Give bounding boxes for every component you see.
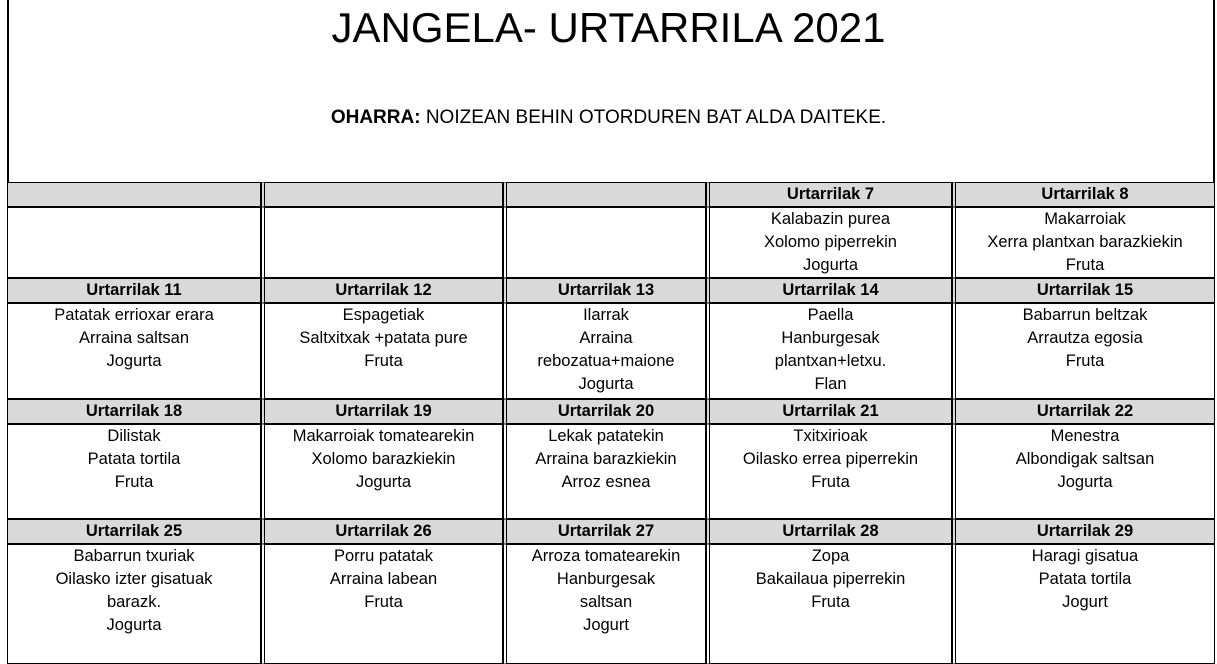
menu-item: rebozatua+maione xyxy=(537,352,675,370)
menu-row xyxy=(7,424,1215,519)
menu-item: Jogurt xyxy=(1062,593,1108,611)
menu-item: Xerra plantxan barazkiekin xyxy=(987,233,1183,251)
menu-item: Babarrun beltzak xyxy=(1022,306,1148,324)
menu-table xyxy=(7,182,1215,664)
menu-item: Espagetiak xyxy=(342,306,425,324)
menu-item: Albondigak saltsan xyxy=(1015,450,1155,468)
menu-item: Paella xyxy=(807,306,854,324)
menu-item: Fruta xyxy=(1065,352,1105,370)
menu-row xyxy=(7,207,1215,278)
day-date: Urtarrilak 22 xyxy=(952,399,1215,424)
day-menu xyxy=(503,544,706,664)
day-date: Urtarrilak 19 xyxy=(261,399,503,424)
day-menu xyxy=(952,424,1215,519)
menu-item: Arraina labean xyxy=(329,570,438,588)
menu-item: Arraina saltsan xyxy=(78,329,190,347)
day-date: Urtarrilak 7 xyxy=(706,182,952,207)
note-label: OHARRA: xyxy=(330,107,421,128)
day-menu xyxy=(261,424,503,519)
menu-item: Makarroiak tomatearekin xyxy=(292,427,475,445)
date-header-row xyxy=(7,519,1215,544)
menu-item: Xolomo piperrekin xyxy=(764,233,897,251)
menu-item: Oilasko errea piperrekin xyxy=(742,450,919,468)
day-menu xyxy=(706,303,952,399)
day-date: Urtarrilak 14 xyxy=(706,278,952,303)
menu-item: Jogurta xyxy=(578,375,634,393)
menu-item: Fruta xyxy=(364,352,403,370)
date-header-row xyxy=(7,182,1215,207)
day-date xyxy=(261,182,503,207)
menu-item: Patata tortila xyxy=(1038,570,1132,588)
day-menu xyxy=(261,207,503,278)
menu-item: Patatak errioxar erara xyxy=(54,306,214,324)
menu-item: Lekak patatekin xyxy=(548,427,664,445)
menu-item: Fruta xyxy=(811,593,850,611)
day-menu xyxy=(503,207,706,278)
menu-item: Patata tortila xyxy=(87,450,181,468)
day-menu xyxy=(7,424,261,519)
date-header-row xyxy=(7,278,1215,303)
menu-item: Haragi gisatua xyxy=(1031,547,1139,565)
page-title: JANGELA- URTARRILA 2021 xyxy=(331,4,886,51)
menu-item: Arrautza egosia xyxy=(1027,329,1143,347)
menu-item: Jogurta xyxy=(1057,473,1113,491)
menu-item: Fruta xyxy=(114,473,154,491)
day-date xyxy=(7,182,261,207)
day-menu xyxy=(503,424,706,519)
menu-item: Bakailaua piperrekin xyxy=(755,570,906,588)
note xyxy=(0,106,1217,130)
menu-item: Menestra xyxy=(1050,427,1120,445)
note-text: NOIZEAN BEHIN OTORDUREN BAT ALDA DAITEKE. xyxy=(420,107,887,128)
day-date xyxy=(503,182,706,207)
menu-item: Hanburgesak xyxy=(556,570,656,588)
day-menu xyxy=(7,207,261,278)
menu-row xyxy=(7,544,1215,664)
menu-item: Jogurta xyxy=(106,352,162,370)
date-header-row xyxy=(7,399,1215,424)
day-date: Urtarrilak 20 xyxy=(503,399,706,424)
menu-item: plantxan+letxu. xyxy=(774,352,887,370)
menu-item: Fruta xyxy=(1065,256,1105,274)
menu-item: Jogurt xyxy=(583,616,629,634)
menu-item: Zopa xyxy=(811,547,850,565)
day-date: Urtarrilak 25 xyxy=(7,519,261,544)
menu-row xyxy=(7,303,1215,399)
day-menu xyxy=(706,207,952,278)
menu-item: Oilasko izter gisatuak xyxy=(55,570,213,588)
day-menu xyxy=(261,544,503,664)
day-menu xyxy=(7,303,261,399)
day-date: Urtarrilak 28 xyxy=(706,519,952,544)
day-date: Urtarrilak 18 xyxy=(7,399,261,424)
day-menu xyxy=(261,303,503,399)
day-menu xyxy=(7,544,261,664)
menu-item: Babarrun txuriak xyxy=(73,547,195,565)
menu-item: Dilistak xyxy=(107,427,161,445)
day-date: Urtarrilak 11 xyxy=(7,278,261,303)
menu-item: Makarroiak xyxy=(1044,210,1126,228)
day-date: Urtarrilak 27 xyxy=(503,519,706,544)
menu-item: saltsan xyxy=(579,593,633,611)
menu-item: Jogurta xyxy=(355,473,412,491)
day-date: Urtarrilak 13 xyxy=(503,278,706,303)
menu-item: Porru patatak xyxy=(333,547,434,565)
day-date: Urtarrilak 15 xyxy=(952,278,1215,303)
day-menu xyxy=(706,424,952,519)
menu-item: Jogurta xyxy=(802,256,859,274)
day-date: Urtarrilak 21 xyxy=(706,399,952,424)
day-menu xyxy=(952,303,1215,399)
menu-item: Arraina barazkiekin xyxy=(535,450,677,468)
menu-item: Fruta xyxy=(364,593,403,611)
day-date: Urtarrilak 26 xyxy=(261,519,503,544)
day-date: Urtarrilak 29 xyxy=(952,519,1215,544)
menu-item: Fruta xyxy=(811,473,850,491)
day-date: Urtarrilak 12 xyxy=(261,278,503,303)
menu-item: Txitxirioak xyxy=(793,427,868,445)
menu-item: Arroza tomatearekin xyxy=(531,547,681,565)
day-menu xyxy=(503,303,706,399)
menu-item: Kalabazin purea xyxy=(770,210,891,228)
day-date: Urtarrilak 8 xyxy=(952,182,1215,207)
menu-item: Saltxitxak +patata pure xyxy=(299,329,468,347)
menu-item: Jogurta xyxy=(106,616,162,634)
menu-item: Ilarrak xyxy=(583,306,629,324)
menu-item: Flan xyxy=(814,375,847,393)
day-menu xyxy=(952,544,1215,664)
menu-item: Arraina xyxy=(579,329,633,347)
day-menu xyxy=(706,544,952,664)
day-menu xyxy=(952,207,1215,278)
menu-item: Xolomo barazkiekin xyxy=(311,450,456,468)
menu-item: Arroz esnea xyxy=(561,473,651,491)
menu-item: Hanburgesak xyxy=(781,329,880,347)
menu-item: barazk. xyxy=(106,593,162,611)
